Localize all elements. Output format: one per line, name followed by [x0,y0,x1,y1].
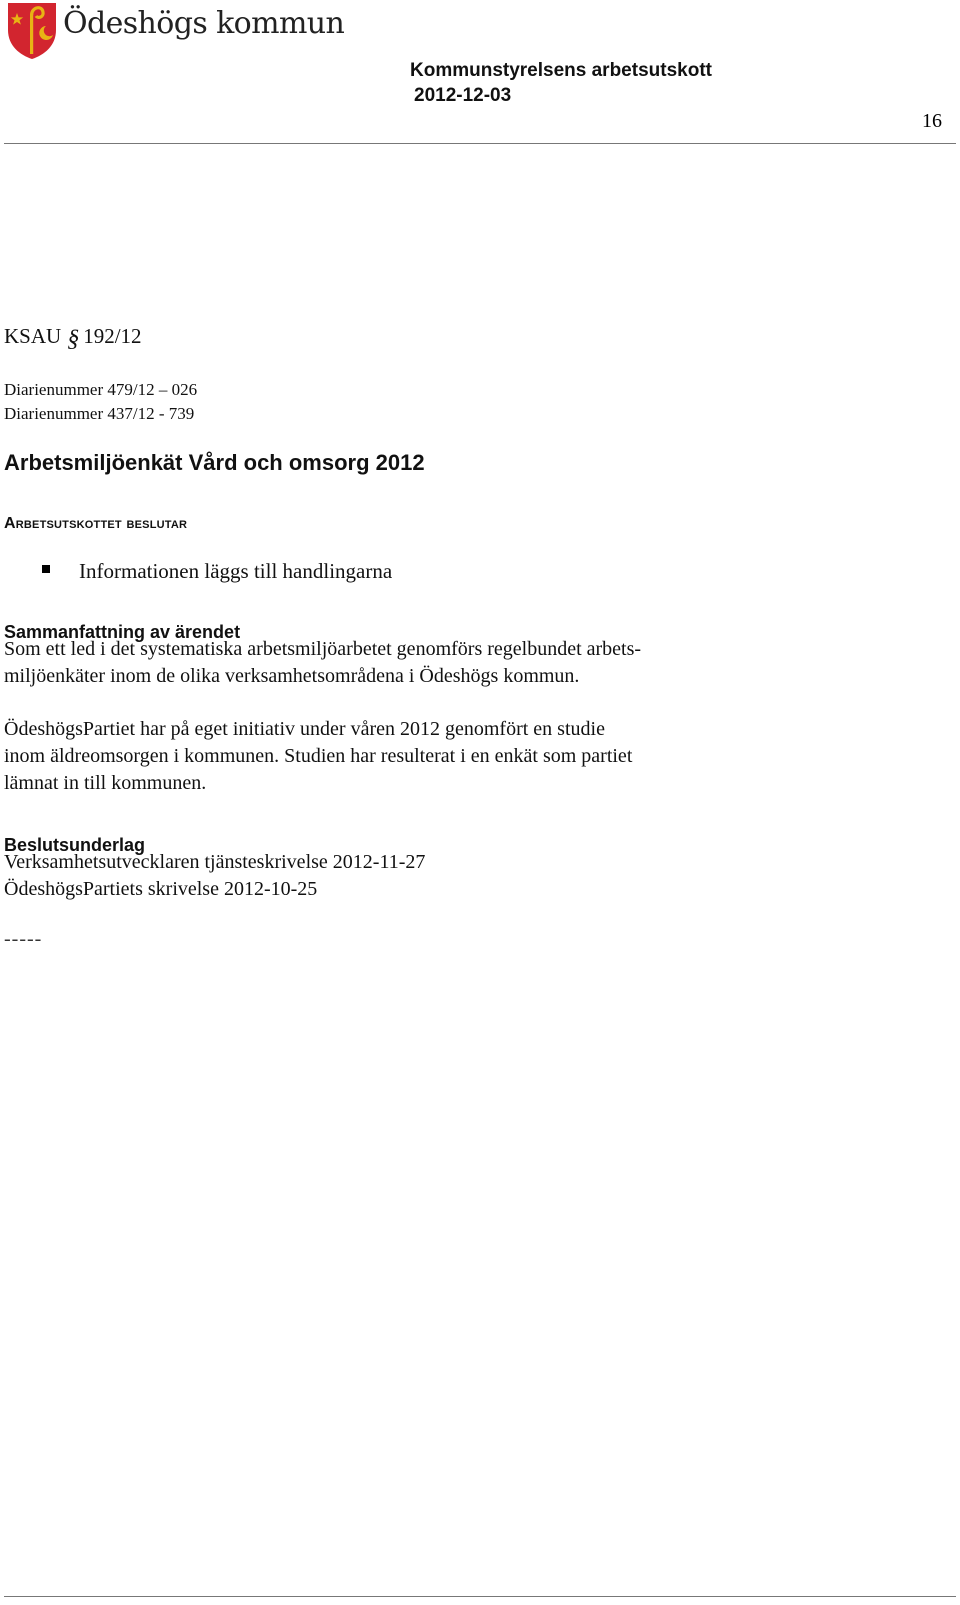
municipality-name: Ödeshögs kommun [63,6,345,41]
committee-name: Kommunstyrelsens arbetsutskott [410,60,712,81]
summary-heading: Sammanfattning av ärendet [4,622,241,642]
basis-item: ÖdeshögsPartiets skrivelse 2012-10-25 [4,878,318,900]
diary-number: Diarienummer 479/12 – 026 [4,380,198,399]
summary-paragraph [4,716,804,797]
basis-heading: Beslutsunderlag [4,835,146,855]
text-line: inom äldreomsorgen i kommunen. Studien har resulterat i en enkät som partiet [4,745,633,767]
paragraph-number [4,324,142,353]
basis-item: Verksamhetsutvecklaren tjänsteskrivelse 2012-11-27 [4,851,426,873]
summary-paragraph [4,636,804,690]
header-divider [4,143,956,144]
decision-item: Informationen läggs till handlingarna [79,559,393,583]
decision-heading: Arbetsutskottet beslutar [4,515,188,532]
paragraph-id: 192/12 [83,324,142,348]
text-line: miljöenkäter inom de olika verksamhetsområdena i Ödeshögs kommun. [4,665,580,687]
text-line: lämnat in till kommunen. [4,772,207,794]
municipality-logo [4,0,345,62]
text-line: ÖdeshögsPartiet har på eget initiativ under våren 2012 genomfört en studie [4,718,605,740]
footer-divider [4,1596,956,1597]
section-sign: § [67,326,80,352]
document-title: Arbetsmiljöenkät Vård och omsorg 2012 [4,450,425,475]
paragraph-prefix: KSAU [4,324,62,348]
page-number: 16 [922,110,942,132]
end-marker: ----- [4,928,43,950]
square-bullet-icon [42,565,50,573]
crest-icon [4,0,60,60]
meeting-date: 2012-12-03 [414,85,512,106]
diary-number: Diarienummer 437/12 - 739 [4,404,195,423]
basis-list [4,849,804,903]
text-line: Som ett led i det systematiska arbetsmiljöarbetet genomförs regelbundet arbets- [4,638,642,660]
